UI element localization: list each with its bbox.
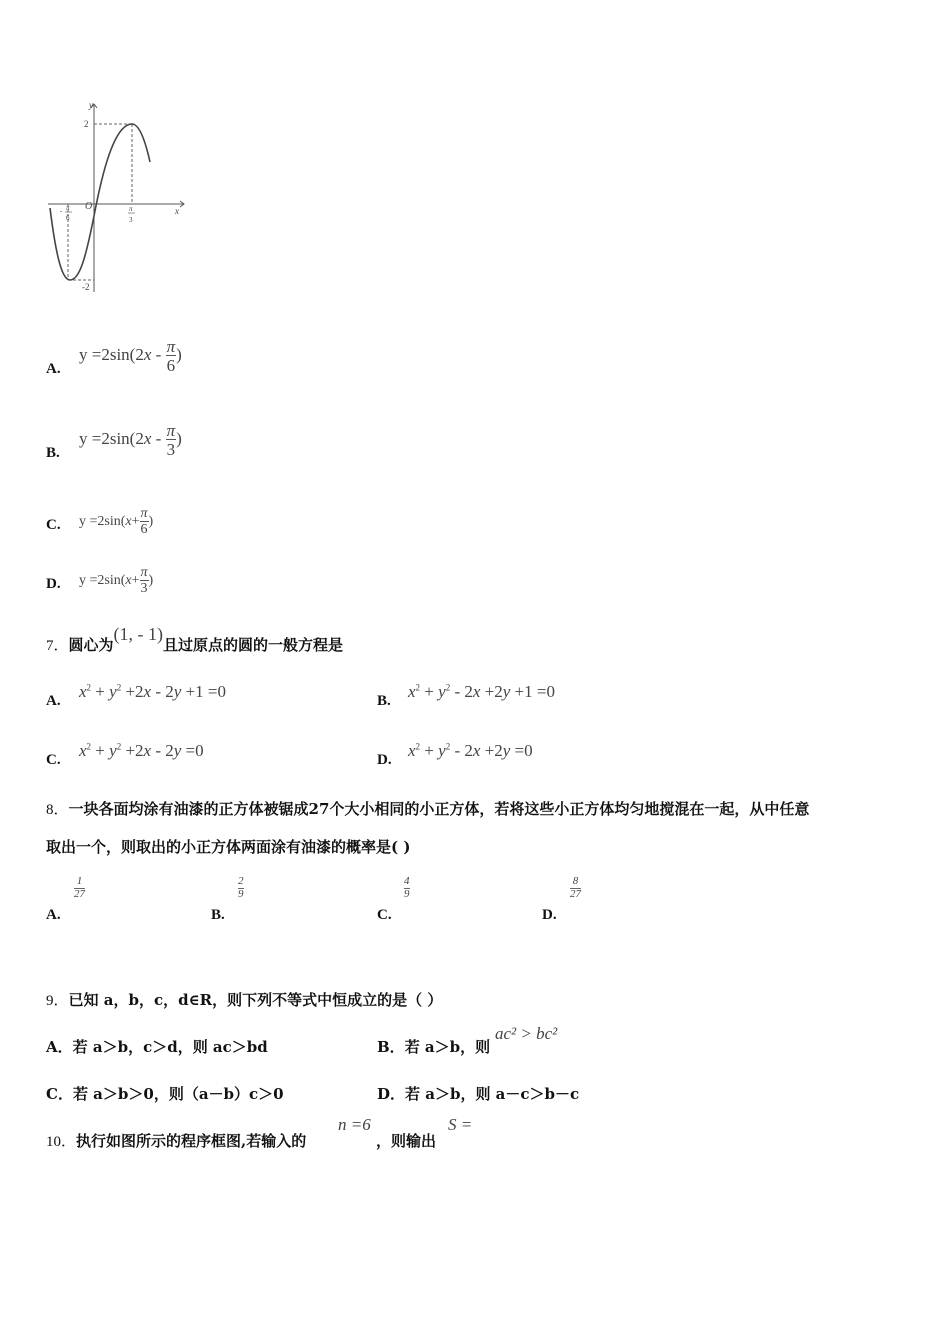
q10-n-value: n =6 bbox=[338, 1115, 371, 1134]
x-right-num: π bbox=[129, 205, 133, 213]
x-left-den: 6 bbox=[66, 214, 70, 222]
q6-option-c-formula: y =2sin(x+ $\frac{\pi}{6}$ ) bbox=[79, 506, 154, 537]
question-8-line-1: 8．一块各面均涂有油漆的正方体被锯成27个大小相同的小正方体，若将这些小正方体均匀地搅混在一起，从中任意 bbox=[46, 800, 810, 818]
y-max-label: 2 bbox=[84, 119, 89, 129]
q7-option-a-formula: $x^2 + y^2 +2x - 2y +1 =0$ bbox=[79, 682, 226, 701]
question-8-line-2: 取出一个，则取出的小正方体两面涂有油漆的概率是( ) bbox=[46, 838, 411, 856]
q9-option-d[interactable]: D．若 a＞b，则 a－c＞b－c bbox=[377, 1085, 580, 1103]
q9-option-b[interactable]: B．若 a＞b，则 bbox=[377, 1038, 491, 1056]
q6-option-b-label[interactable]: B. bbox=[46, 445, 60, 461]
q6-option-d-formula: y =2sin(x+ $\frac{\pi}{3}$ ) bbox=[79, 565, 154, 596]
q7-option-d-label[interactable]: D. bbox=[377, 752, 392, 768]
q8-option-b-label[interactable]: B. bbox=[211, 907, 225, 923]
q7-option-b-label[interactable]: B. bbox=[377, 693, 391, 709]
q8-option-a-label[interactable]: A. bbox=[46, 907, 61, 923]
x-right-den: 3 bbox=[129, 216, 133, 224]
q10-s-value: S = bbox=[448, 1115, 473, 1134]
x-left-sign: - bbox=[60, 207, 63, 215]
question-7: 7．圆心为(1, - 1)且过原点的圆的一般方程是 bbox=[46, 624, 344, 654]
q8-option-c-label[interactable]: C. bbox=[377, 907, 392, 923]
y-axis-label: y bbox=[89, 100, 93, 110]
q6-option-b-formula: y =2sin(2x - $\frac{\pi}{3}$ ) bbox=[79, 421, 182, 459]
q8-option-d-fraction: $\frac{8}{27}$ bbox=[570, 875, 581, 900]
q6-option-a-label[interactable]: A. bbox=[46, 361, 61, 377]
q8-option-a-fraction: $\frac{1}{27}$ bbox=[74, 875, 85, 900]
origin-label: O bbox=[85, 201, 93, 212]
q7-option-a-label[interactable]: A. bbox=[46, 693, 61, 709]
q7-option-c-label[interactable]: C. bbox=[46, 752, 61, 768]
q9-option-a[interactable]: A．若 a＞b，c＞d，则 ac＞bd bbox=[46, 1038, 268, 1056]
x-left-num: π bbox=[66, 204, 70, 212]
sine-curve bbox=[50, 124, 150, 280]
q10-output-text: ，则输出 bbox=[376, 1132, 437, 1150]
q8-option-d-label[interactable]: D. bbox=[542, 907, 557, 923]
y-min-label: -2 bbox=[82, 282, 90, 292]
q7-option-b-formula: $x^2 + y^2 - 2x +2y +1 =0$ bbox=[408, 682, 555, 701]
question-9: 9．已知 a，b，c，d∈R，则下列不等式中恒成立的是（ ） bbox=[46, 991, 443, 1009]
q6-option-d-label[interactable]: D. bbox=[46, 576, 61, 592]
q6-option-c-label[interactable]: C. bbox=[46, 517, 61, 533]
q8-option-b-fraction: $\frac{2}{9}$ bbox=[238, 875, 244, 900]
x-axis-label: x bbox=[175, 206, 179, 216]
q7-option-d-formula: $x^2 + y^2 - 2x +2y =0$ bbox=[408, 741, 533, 760]
q8-option-c-fraction: $\frac{4}{9}$ bbox=[404, 875, 410, 900]
q9-option-b-formula: ac² > bc² bbox=[495, 1024, 558, 1043]
q6-option-a-formula: y =2sin(2x - $\frac{\pi}{6}$ ) bbox=[79, 337, 182, 375]
question-10: 10．执行如图所示的程序框图,若输入的 bbox=[46, 1132, 307, 1150]
q9-option-c[interactable]: C．若 a＞b＞0，则（a－b）c＞0 bbox=[46, 1085, 284, 1103]
q7-option-c-formula: $x^2 + y^2 +2x - 2y =0$ bbox=[79, 741, 204, 760]
sine-graph bbox=[44, 96, 190, 302]
